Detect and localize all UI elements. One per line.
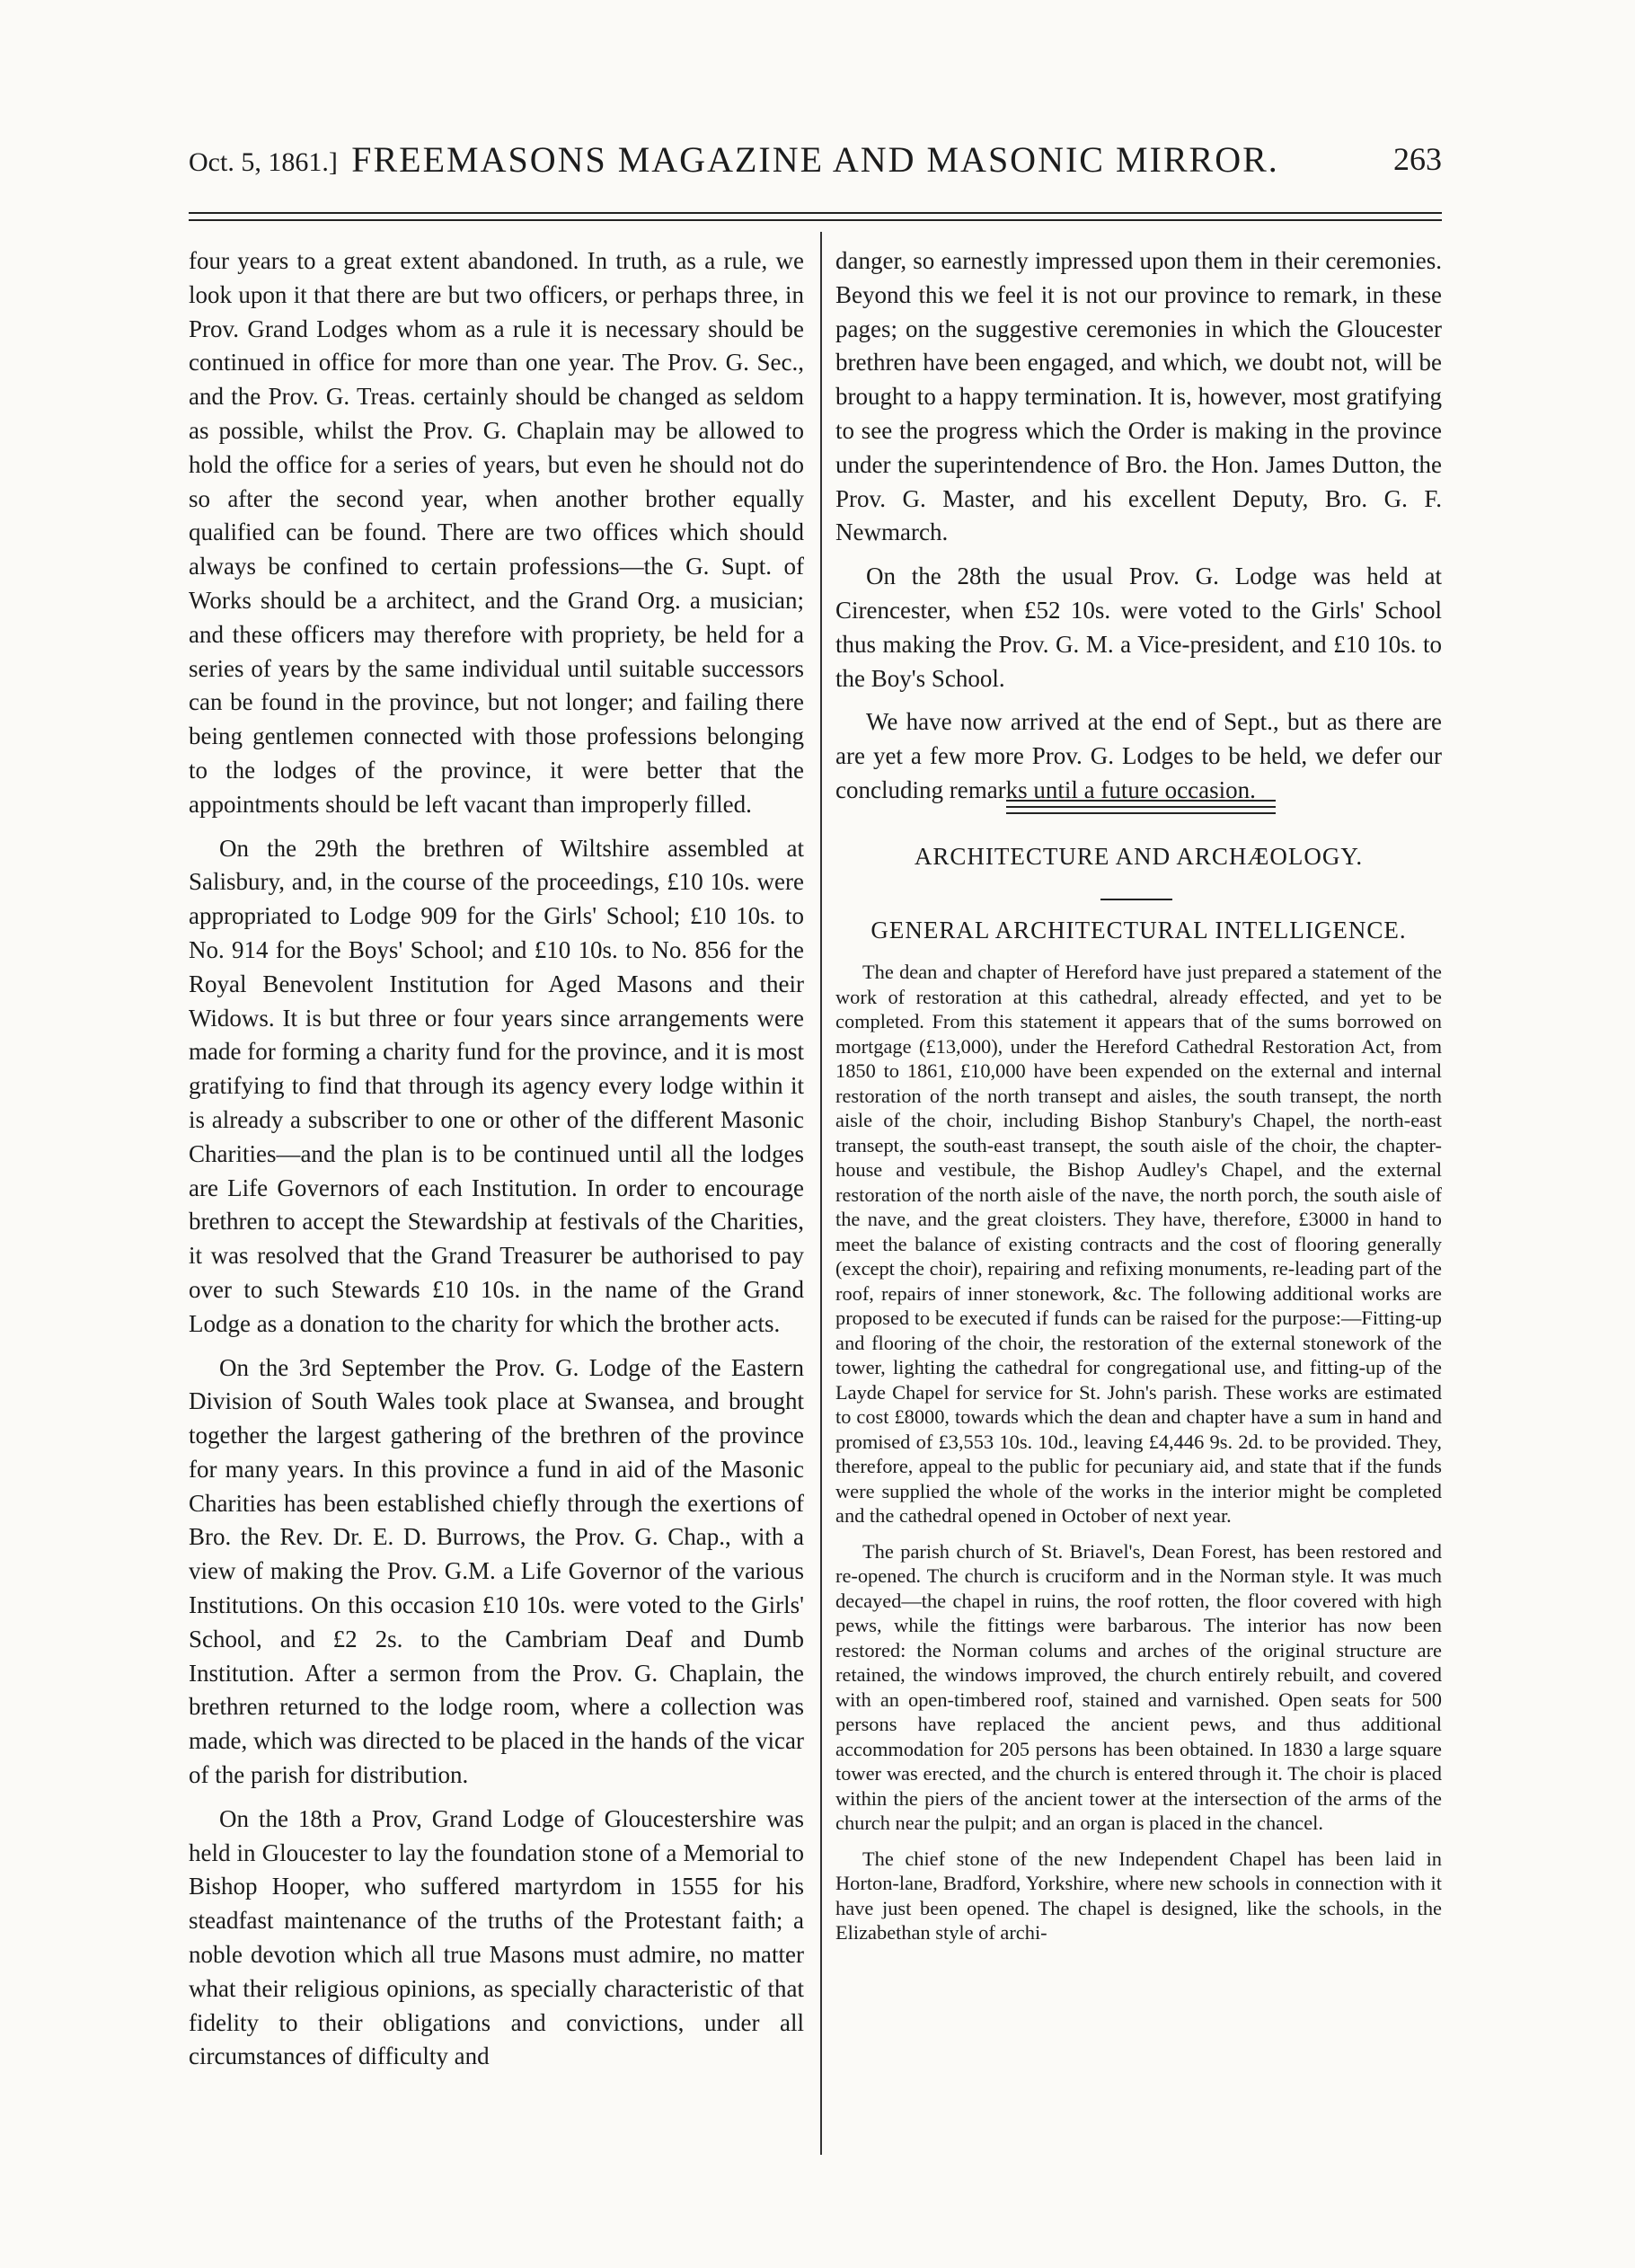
paragraph: The chief stone of the new Independent Chapel has been laid in Horton-lane, Bradford, Yorkshire, where new schools in connection with it have just been opened. The chapel is designed, like the schools, in the Elizabethan style of archi- xyxy=(835,1847,1442,1944)
paragraph: We have now arrived at the end of Sept., but as there are are yet a few more Prov. G. Lodges to be held, we defer our concluding remarks until a future occasion. xyxy=(835,708,1442,803)
page-header xyxy=(189,135,1442,189)
paragraph: On the 28th the usual Prov. G. Lodge was held at Cirencester, when £52 10s. were voted to the Girls' School thus making the Prov. G. M. a Vice-president, and £10 10s. to the Boy's School. xyxy=(835,563,1442,692)
right-column-top xyxy=(835,244,1442,818)
magazine-title: FREEMASONS MAGAZINE AND MASONIC MIRROR. xyxy=(351,139,1279,180)
paragraph: The parish church of St. Briavel's, Dean Forest, has been restored and re-opened. The church is cruciform and in the Norman style. It was much decayed—the chapel in ruins, the roof rotten, the floor covered with high pews, while the fittings were barbarous. The interior has now been restored: the Norman colums and arches of the original structure are retained, the windows improved, the church entirely rebuilt, and covered with an open-timbered roof, stained and varnished. Open seats for 500 persons have replaced the ancient pews, and thus additional accommodation for 205 persons has been obtained. In 1830 a large square tower was erected, and the church is entered through it. The choir is placed within the piers of the ancient tower at the intersection of the arms of the church near the pulpit; and an organ is placed in the chancel. xyxy=(835,1539,1442,1834)
left-column xyxy=(189,244,804,2084)
section-separator xyxy=(1006,806,1276,808)
section-title: ARCHITECTURE AND ARCHÆOLOGY. xyxy=(914,843,1364,870)
paragraph: On the 29th the brethren of Wiltshire assembled at Salisbury, and, in the course of the proceedings, £10 10s. were appropriated to Lodge 909 for the Girls' School; £10 10s. to No. 914 for the Boys' School; and £10 10s. to No. 856 for the Royal Benevolent Institution for Aged Masons and their Widows. It is but three or four years since arrangements were made for forming a charity fund for the province, and it is most gratifying to find that through its agency every lodge within it is already a subscriber to one or other of the different Masonic Charities—and the plan is to be continued until all the lodges are Life Governors of each Institution. In order to encourage brethren to accept the Stewardship at festivals of the Charities, it was resolved that the Grand Treasurer be authorised to pay over to such Stewards £10 10s. in the name of the Grand Lodge as a donation to the charity for which the brother acts. xyxy=(189,834,804,1337)
column-divider xyxy=(820,232,822,2155)
paragraph: danger, so earnestly impressed upon them in their ceremonies. Beyond this we feel it is not our province to remark, in these pages; on the suggestive ceremonies in which the Gloucester brethren have been engaged, and which, we doubt not, will be brought to a happy termination. It is, however, most gratifying to see the progress which the Order is making in the province under the superintendence of Bro. the Hon. James Dutton, the Prov. G. Master, and his excellent Deputy, Bro. G. F. Newmarch. xyxy=(835,247,1442,546)
section-separator xyxy=(1006,812,1276,814)
page-number: 263 xyxy=(1393,141,1442,177)
right-column-bottom xyxy=(835,960,1442,1956)
paragraph: On the 3rd September the Prov. G. Lodge of the Eastern Division of South Wales took place at Swansea, and brought together the largest gathering of the brethren of the province for many years. In this province a fund in aid of the Masonic Charities has been established chiefly through the exertions of Bro. the Rev. Dr. E. D. Burrows, the Prov. G. Chap., with a view of making the Prov. G.M. a Life Governor of the various Institutions. On this occasion £10 10s. were voted to the Girls' School, and £2 2s. to the Cambriam Deaf and Dumb Institution. After a sermon from the Prov. G. Chaplain, the brethren returned to the lodge room, where a collection was made, which was directed to be placed in the hands of the vicar of the parish for distribution. xyxy=(189,1353,804,1789)
header-rule-top xyxy=(189,212,1442,214)
paragraph: On the 18th a Prov, Grand Lodge of Gloucestershire was held in Gloucester to lay the foundation stone of a Memorial to Bishop Hooper, who suffered martyrdom in 1555 for his steadfast maintenance of the truths of the Protestant faith; a noble devotion which all true Masons must admire, no matter what their religious opinions, as specially characteristic of that fidelity to their obligations and convictions, under all circumstances of difficulty and xyxy=(189,1804,804,2070)
paragraph: four years to a great extent abandoned. In truth, as a rule, we look upon it that there are but two officers, or perhaps three, in Prov. Grand Lodges whom as a rule it is necessary should be continued in office for more than one year. The Prov. G. Sec., and the Prov. G. Treas. certainly should be changed as seldom as possible, whilst the Prov. G. Chaplain may be allowed to hold the office for a series of years, but even he should not do so after the second year, when another brother equally qualified can be found. There are two offices which should always be confined to certain professions—the G. Supt. of Works should be a architect, and the Grand Org. a musician; and these officers may therefore with propriety, be held for a series of years by the same individual until suitable successors can be found in the province, but not longer; and failing there being gentlemen connected with those professions belonging to the lodges of the province, it were better that the appointments should be left vacant than improperly filled. xyxy=(189,247,804,818)
section-title-rule xyxy=(1100,899,1172,900)
paragraph: The dean and chapter of Hereford have just prepared a statement of the work of restoration at this cathedral, already effected, and yet to be completed. From this statement it appears that of the sums borrowed on mortgage (£13,000), under the Hereford Cathedral Restoration Act, from 1850 to 1861, £10,000 have been expended on the external and internal restoration of the north transept and aisles, the south transept, the north aisle of the choir, including Bishop Stanbury's Chapel, the north-east transept, the south-east transept, the south aisle of the choir, the chapter-house and vestibule, the Bishop Audley's Chapel, and the external restoration of the north aisle of the nave, the north porch, the south aisle of the nave, and the great cloisters. They have, therefore, £3000 in hand to meet the balance of existing contracts and the cost of flooring generally (except the choir), repairing and refixing monuments, re-leading part of the roof, repairs of inner stonework, &c. The following additional works are proposed to be executed if funds can be raised for the purpose:—Fitting-up and flooring of the choir, the restoration of the external stonework of the tower, lighting the cathedral for congregational use, and fitting-up of the Layde Chapel for service for St. John's parish. These works are estimated to cost £8000, towards which the dean and chapter have a sum in hand and promised of £3,553 10s. 10d., leaving £4,446 9s. 2d. to be provided. They, therefore, appeal to the public for pecuniary aid, and state that if the funds were supplied the whole of the works in the interior might be completed and the cathedral opened in October of next year. xyxy=(835,961,1442,1527)
section-separator xyxy=(1006,800,1276,802)
header-rule-bottom xyxy=(189,219,1442,221)
section-subtitle: GENERAL ARCHITECTURAL INTELLIGENCE. xyxy=(871,917,1407,944)
issue-date: Oct. 5, 1861.] xyxy=(189,147,338,177)
